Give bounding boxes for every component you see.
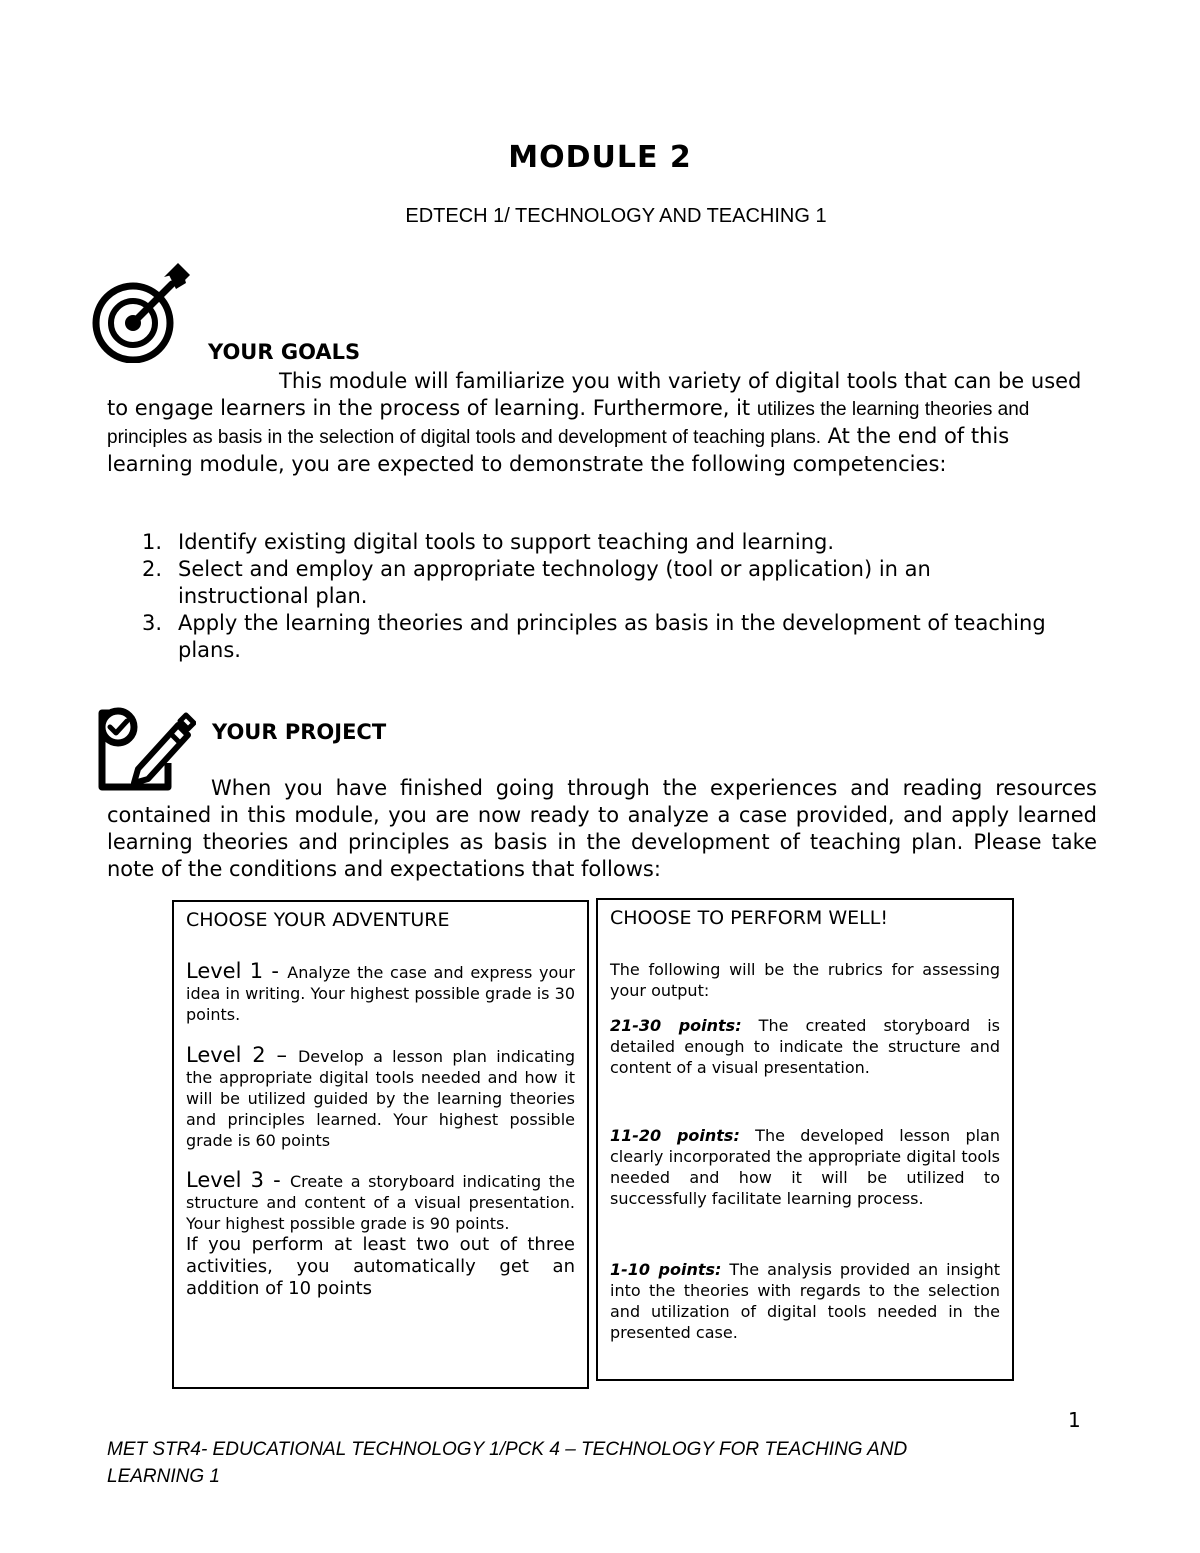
target-arrow-icon (92, 263, 192, 363)
level-label: Level 1 - (186, 959, 288, 983)
rubrics-title: CHOOSE TO PERFORM WELL! (610, 907, 888, 929)
rubric-range: 11-20 points: (610, 1126, 740, 1145)
list-text: Select and employ an appropriate technology (tool or application) in an instructional plan. (178, 557, 931, 608)
project-paragraph-text: When you have finished going through the experiences and reading resources contained in this module, you are now ready to analyze a case provided, and apply learned learning theories and principles as basis in the development of teaching plan. Please take note of the conditions and expectations that follows: (107, 776, 1097, 881)
level-text: Analyze the case and express your idea in writing. Your highest possible grade is 30 points. (186, 963, 575, 1024)
goals-heading: YOUR GOALS (208, 340, 361, 364)
adventure-box (172, 900, 589, 1389)
bonus-note: If you perform at least two out of three activities, you automatically get an addition of 10 points (186, 1234, 575, 1299)
project-heading: YOUR PROJECT (212, 720, 387, 744)
rubric-item (610, 1015, 1000, 1078)
list-number: 3. (142, 611, 163, 635)
rubric-item (610, 1259, 1000, 1343)
level-item (186, 1170, 575, 1234)
list-item (142, 556, 1062, 610)
level-label: Level 2 – (186, 1043, 298, 1067)
adventure-title: CHOOSE YOUR ADVENTURE (186, 909, 450, 931)
competency-list (142, 529, 1062, 664)
rubric-text: The analysis provided an insight into the theories with regards to the selection and utilization of digital tools needed in the presented case. (610, 1260, 1001, 1342)
goals-paragraph-part1: This module will familiarize you with variety of digital tools that can be used to engage learners in the process of learning. Furthermore, it (107, 369, 1082, 420)
level-text: Create a storyboard indicating the structure and content of a visual presentation. Your highest possible grade is 90 points. (186, 1172, 575, 1233)
course-subtitle: EDTECH 1/ TECHNOLOGY AND TEACHING 1 (405, 205, 827, 227)
list-item (142, 610, 1062, 664)
list-number: 2. (142, 557, 163, 581)
list-text: Identify existing digital tools to support teaching and learning. (178, 530, 835, 554)
project-paragraph (107, 775, 1097, 883)
rubric-text: The developed lesson plan clearly incorporated the appropriate digital tools needed and how it will be utilized to successfully facilitate learning process. (610, 1126, 1000, 1208)
rubrics-box (596, 898, 1014, 1381)
page-number: 1 (1068, 1408, 1081, 1432)
goals-paragraph-part2: utilizes the learning theories and principles as basis in the selection of digital tools and development of teaching plans. (107, 399, 1030, 448)
rubrics-intro: The following will be the rubrics for assessing your output: (610, 960, 1000, 1000)
goals-paragraph (107, 368, 1097, 478)
rubric-range: 1-10 points: (610, 1260, 722, 1279)
goals-paragraph-part3: At the end of this learning module, you are expected to demonstrate the following competencies: (107, 424, 1010, 476)
level-item (186, 1045, 575, 1151)
rubric-text: The created storyboard is detailed enough to indicate the structure and content of a visual presentation. (610, 1016, 1000, 1077)
module-title: MODULE 2 (508, 140, 692, 175)
level-text: Develop a lesson plan indicating the appropriate digital tools needed and how it will be utilized guided by the learning theories and principles learned. Your highest possible grade is 60 points (186, 1047, 575, 1150)
list-text: Apply the learning theories and principles as basis in the development of teaching plans. (178, 611, 1046, 662)
rubric-range: 21-30 points: (610, 1016, 742, 1035)
level-label: Level 3 - (186, 1168, 290, 1192)
list-number: 1. (142, 530, 163, 554)
list-item (142, 529, 1062, 556)
page-footer: MET STR4- EDUCATIONAL TECHNOLOGY 1/PCK 4 – TECHNOLOGY FOR TEACHING AND LEARNING 1 (107, 1439, 908, 1487)
rubric-item (610, 1125, 1000, 1209)
level-item (186, 961, 575, 1025)
